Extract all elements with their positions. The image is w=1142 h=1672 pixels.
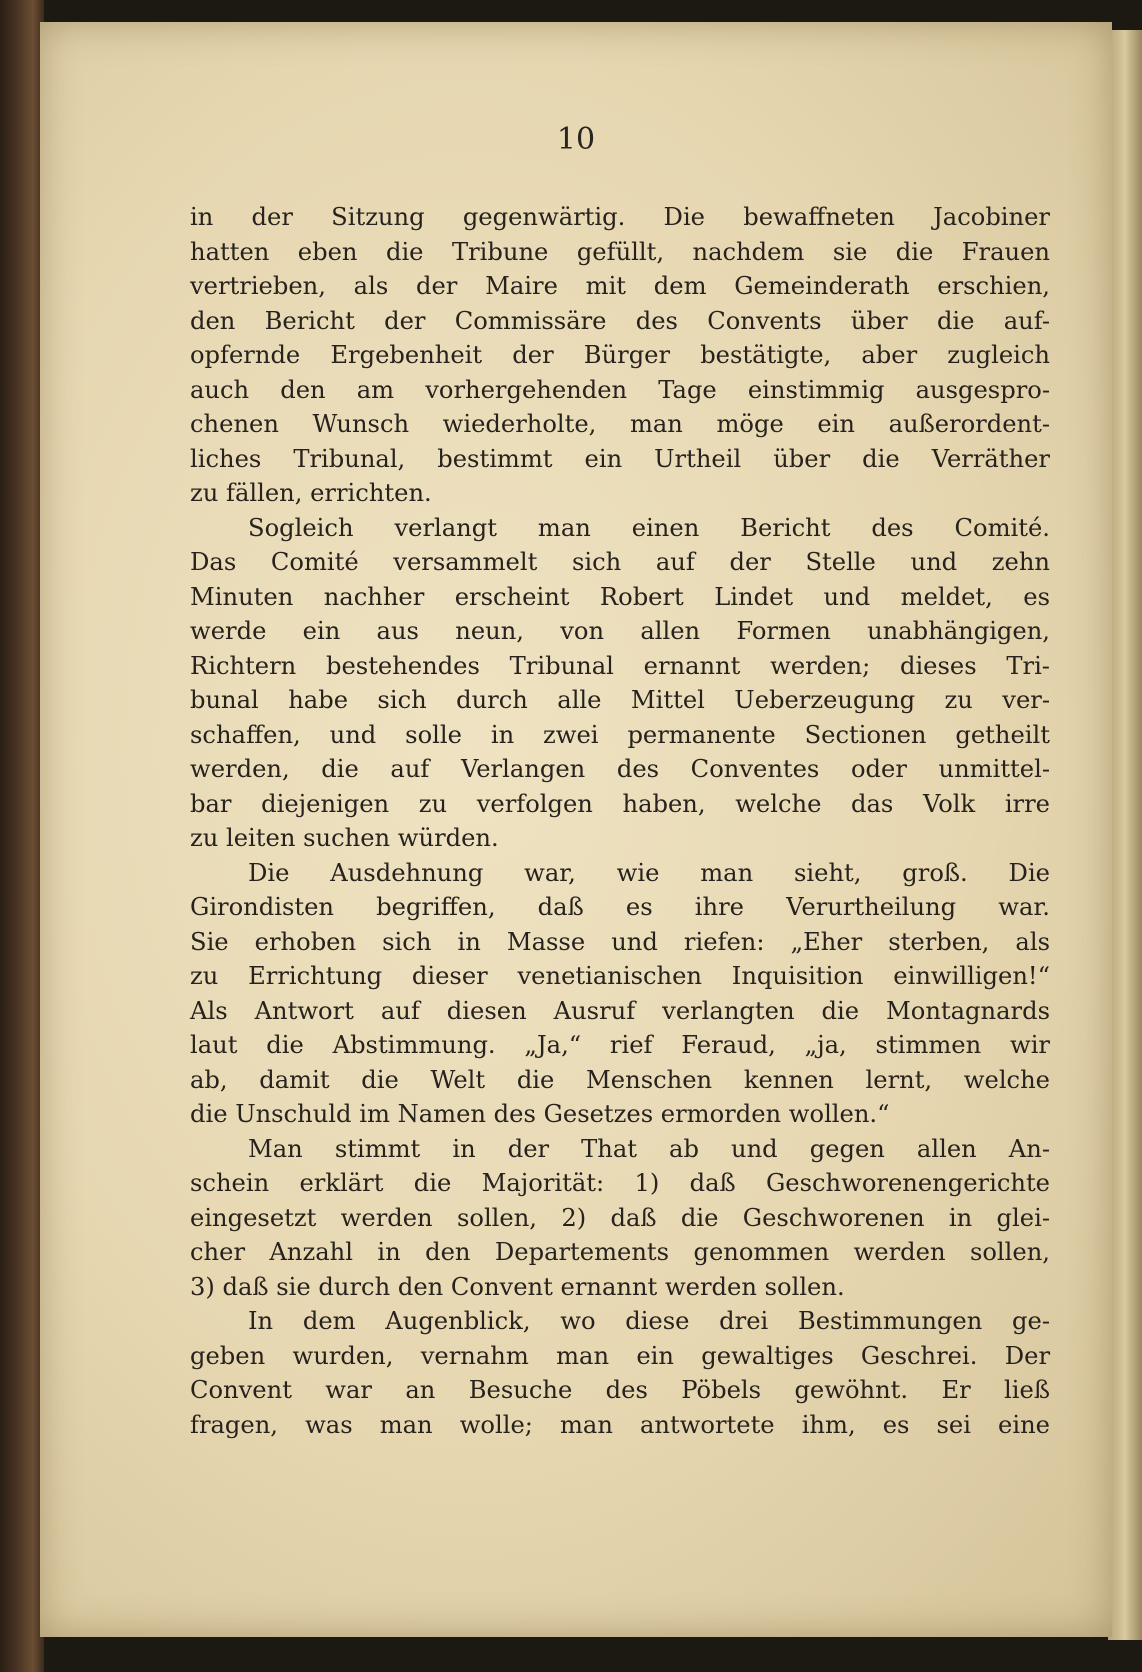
page-edge — [1108, 30, 1142, 1640]
text-line: werde ein aus neun, von allen Formen unabhängigen, — [190, 617, 1050, 645]
text-line: Als Antwort auf diesen Ausruf verlangten die Montagnards — [190, 996, 1050, 1025]
text-line: 3) daß sie durch den Convent ernannt werden sollen. — [190, 1272, 845, 1301]
book-spine — [0, 0, 44, 1672]
text-line: Richtern bestehendes Tribunal ernannt werden; dieses Tri- — [190, 651, 1050, 680]
text-line: schaffen, und solle in zwei permanente Sectionen getheilt — [190, 720, 1050, 749]
text-line: fragen, was man wolle; man antwortete ihm, es sei eine — [190, 1410, 1050, 1439]
text-line: hatten eben die Tribune gefüllt, nachdem sie die Frauen — [190, 237, 1050, 266]
text-line: Convent war an Besuche des Pöbels gewöhnt. Er ließ — [190, 1376, 1050, 1404]
text-line: zu leiten suchen würden. — [190, 824, 499, 852]
page-number: 10 — [556, 122, 596, 157]
text-line: werden, die auf Verlangen des Conventes oder unmittel- — [190, 755, 1050, 783]
text-line: Girondisten begriffen, daß es ihre Verurtheilung war. — [190, 893, 1050, 921]
text-line: schein erklärt die Majorität: 1) daß Geschworenengerichte — [190, 1169, 1050, 1197]
text-line: eingesetzt werden sollen, 2) daß die Geschworenen in glei- — [190, 1203, 1050, 1232]
text-line: vertrieben, als der Maire mit dem Gemeinderath erschien, — [190, 272, 1050, 300]
text-line: Die Ausdehnung war, wie man sieht, groß. Die — [248, 858, 1050, 887]
text-line: Sogleich verlangt man einen Bericht des Comité. — [248, 513, 1050, 542]
text-line: die Unschuld im Namen des Gesetzes ermorden wollen.“ — [190, 1100, 890, 1128]
text-line: chenen Wunsch wiederholte, man möge ein außerordent- — [190, 410, 1050, 438]
text-line: cher Anzahl in den Departements genommen werden sollen, — [190, 1238, 1050, 1266]
text-line: bar diejenigen zu verfolgen haben, welche das Volk irre — [190, 789, 1050, 818]
text-line: bunal habe sich durch alle Mittel Ueberzeugung zu ver- — [190, 686, 1050, 714]
text-line: den Bericht der Commissäre des Convents über die auf- — [190, 306, 1050, 335]
text-line: laut die Abstimmung. „Ja,“ rief Feraud, „ja, stimmen wir — [190, 1031, 1050, 1059]
text-line: zu Errichtung dieser venetianischen Inquisition einwilligen!“ — [190, 962, 1050, 990]
text-line: In dem Augenblick, wo diese drei Bestimmungen ge- — [248, 1307, 1050, 1335]
text-line: Das Comité versammelt sich auf der Stelle und zehn — [190, 548, 1050, 576]
text-line: opfernde Ergebenheit der Bürger bestätigte, aber zugleich — [190, 341, 1050, 369]
text-line: liches Tribunal, bestimmt ein Urtheil über die Verräther — [190, 444, 1050, 473]
text-line: zu fällen, errichten. — [190, 479, 432, 507]
text-line: Minuten nachher erscheint Robert Lindet und meldet, es — [190, 582, 1050, 611]
text-line: ab, damit die Welt die Menschen kennen lernt, welche — [190, 1065, 1050, 1094]
text-line: in der Sitzung gegenwärtig. Die bewaffneten Jacobiner — [190, 203, 1050, 231]
book-page — [40, 22, 1112, 1637]
body-text — [190, 200, 1050, 1442]
text-line: geben wurden, vernahm man ein gewaltiges Geschrei. Der — [190, 1341, 1050, 1370]
text-line: Man stimmt in der That ab und gegen allen An- — [248, 1134, 1050, 1163]
text-line: Sie erhoben sich in Masse und riefen: „Eher sterben, als — [190, 927, 1050, 956]
text-line: auch den am vorhergehenden Tage einstimmig ausgespro- — [190, 375, 1050, 404]
